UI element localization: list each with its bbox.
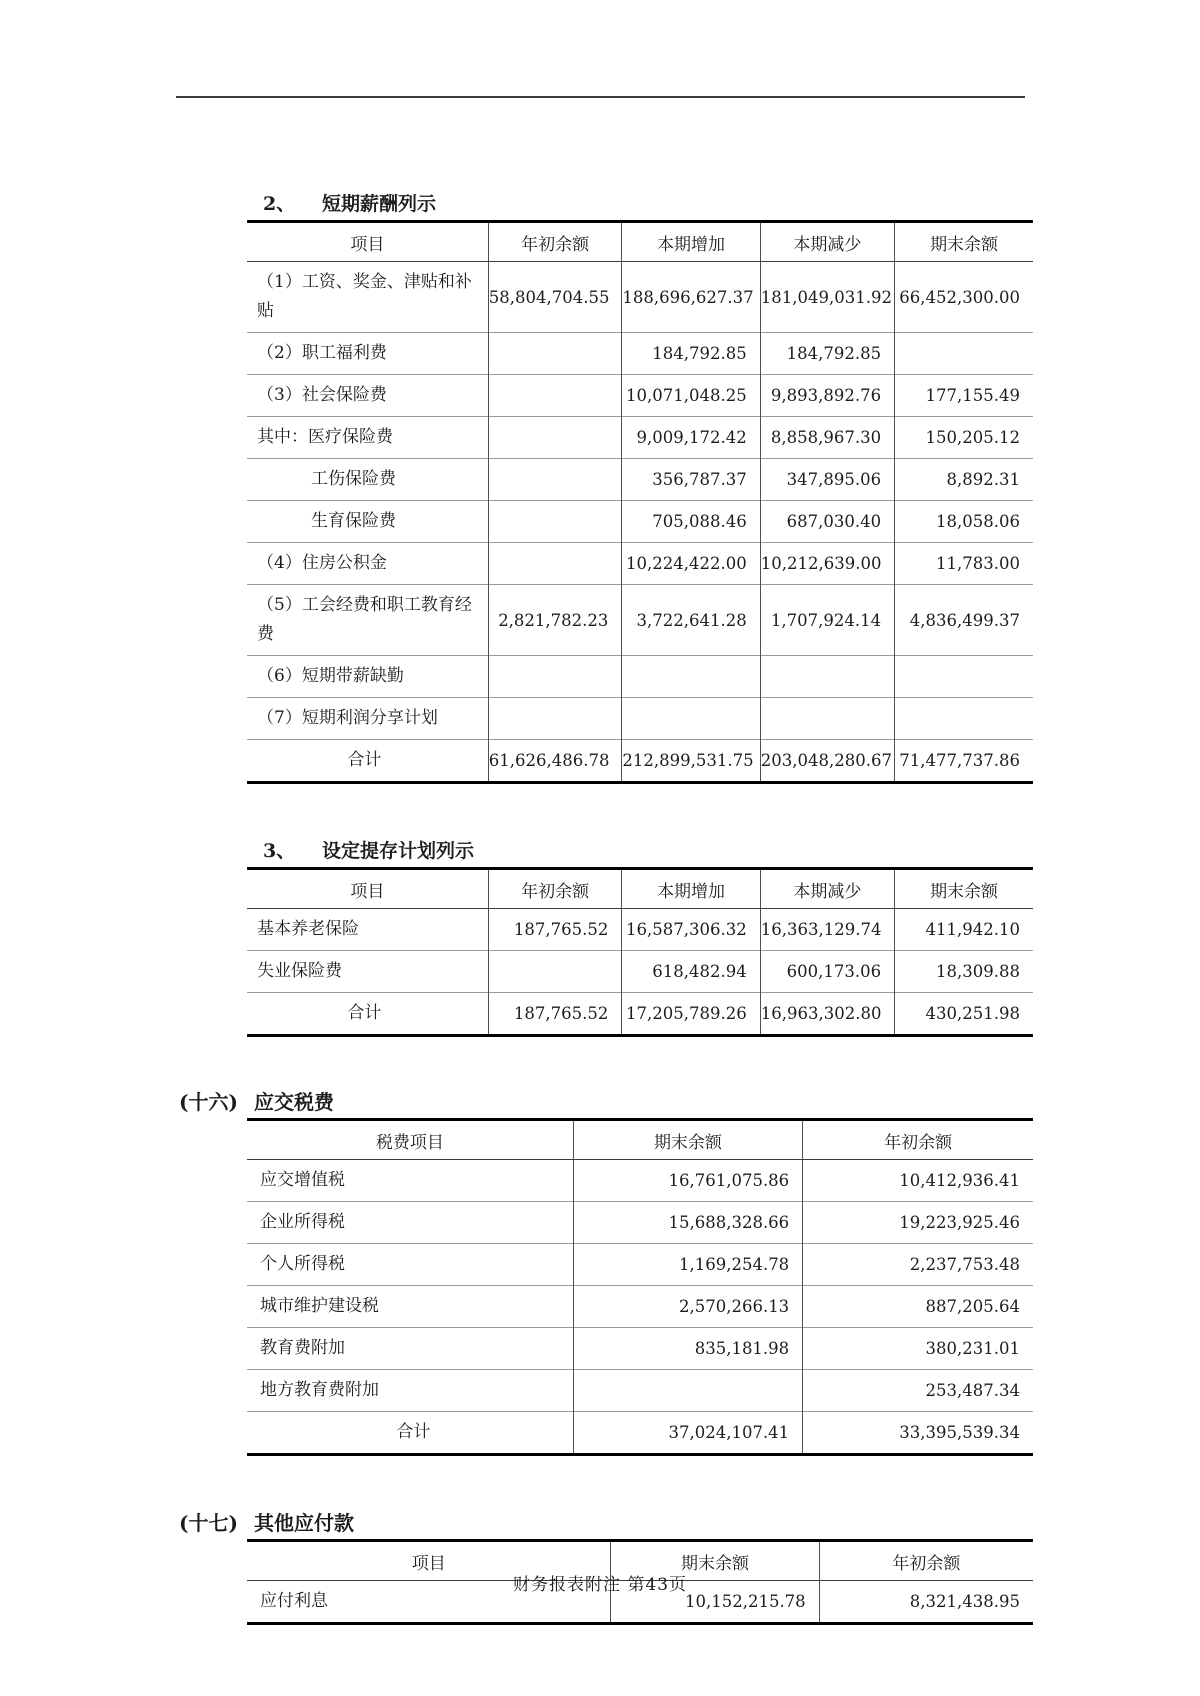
table-row [247, 1202, 1033, 1244]
cell-value: 10,152,215.78 [611, 1581, 819, 1624]
row-label: （1）工资、奖金、津贴和补贴 [257, 272, 472, 321]
cell-value: 8,858,967.30 [760, 417, 894, 459]
cell-value: 687,030.40 [760, 501, 894, 543]
cell-value: 253,487.34 [803, 1370, 1033, 1412]
table-row [247, 585, 1033, 656]
cell-value [895, 656, 1033, 698]
cell-value: 8,892.31 [895, 459, 1033, 501]
section-title [179, 1511, 1033, 1539]
table-row [247, 1286, 1033, 1328]
row-label: 合计 [247, 993, 488, 1036]
cell-value: 10,071,048.25 [622, 375, 760, 417]
row-label: 合计 [247, 740, 488, 783]
cell-value: 835,181.98 [573, 1328, 803, 1370]
cell-value: 184,792.85 [622, 333, 760, 375]
section-short-term-compensation [247, 193, 1033, 784]
cell-value: 1,707,924.14 [760, 585, 894, 656]
cell-value [488, 375, 622, 417]
column-header: 年初余额 [488, 869, 622, 909]
short-term-compensation-table [247, 220, 1033, 784]
section-number: (十七) [179, 1511, 238, 1535]
table-total-row [247, 740, 1033, 783]
cell-value: 212,899,531.75 [622, 740, 760, 783]
cell-value: 2,237,753.48 [803, 1244, 1033, 1286]
cell-value: 19,223,925.46 [803, 1202, 1033, 1244]
cell-value: 4,836,499.37 [895, 585, 1033, 656]
column-header: 项目 [247, 222, 488, 262]
table-row [247, 698, 1033, 740]
table-total-row [247, 993, 1033, 1036]
row-label: 应付利息 [260, 1591, 328, 1611]
cell-value [488, 459, 622, 501]
row-label: （4）住房公积金 [247, 543, 488, 585]
row-label: （2）职工福利费 [247, 333, 488, 375]
cell-value: 2,821,782.23 [488, 585, 622, 656]
cell-value [760, 656, 894, 698]
cell-value: 9,009,172.42 [622, 417, 760, 459]
row-label: 生育保险费 [247, 501, 488, 543]
row-label: （7）短期利润分享计划 [247, 698, 488, 740]
table-header-row [247, 222, 1033, 262]
section-title [179, 1090, 1033, 1118]
cell-value: 58,804,704.55 [488, 262, 622, 333]
cell-value: 16,963,302.80 [760, 993, 894, 1036]
cell-value: 66,452,300.00 [895, 262, 1033, 333]
cell-value: 8,321,438.95 [819, 1581, 1033, 1624]
row-label: 城市维护建设税 [247, 1286, 573, 1328]
table-row [247, 459, 1033, 501]
table-header-row [247, 1120, 1033, 1160]
cell-value: 18,058.06 [895, 501, 1033, 543]
row-label: （6）短期带薪缺勤 [247, 656, 488, 698]
cell-value: 61,626,486.78 [488, 740, 622, 783]
section-defined-contribution-plan [247, 840, 1033, 1037]
cell-value: 11,783.00 [895, 543, 1033, 585]
column-header: 年初余额 [803, 1120, 1033, 1160]
row-label: （3）社会保险费 [247, 375, 488, 417]
table-row [247, 1160, 1033, 1202]
table-total-row [247, 1412, 1033, 1455]
column-header: 期末余额 [611, 1541, 819, 1581]
page-footer: 财务报表附注 第43页 [512, 1575, 688, 1595]
cell-value: 380,231.01 [803, 1328, 1033, 1370]
cell-value: 187,765.52 [488, 993, 622, 1036]
cell-value [622, 656, 760, 698]
cell-value: 356,787.37 [622, 459, 760, 501]
column-header: 期末余额 [895, 869, 1033, 909]
cell-value [895, 333, 1033, 375]
row-label: 基本养老保险 [257, 919, 359, 939]
cell-value: 71,477,737.86 [895, 740, 1033, 783]
cell-value [488, 656, 622, 698]
column-header: 项目 [247, 1541, 611, 1581]
cell-value: 18,309.88 [895, 951, 1033, 993]
cell-value [488, 417, 622, 459]
row-label: 合计 [247, 1412, 573, 1455]
cell-value [895, 698, 1033, 740]
cell-value: 10,224,422.00 [622, 543, 760, 585]
cell-value: 600,173.06 [760, 951, 894, 993]
table-row [247, 375, 1033, 417]
cell-value: 16,587,306.32 [622, 909, 760, 951]
row-label: 教育费附加 [247, 1328, 573, 1370]
cell-value [760, 698, 894, 740]
section-title-text: 其他应付款 [254, 1511, 354, 1535]
cell-value [488, 698, 622, 740]
cell-value: 177,155.49 [895, 375, 1033, 417]
cell-value: 1,169,254.78 [573, 1244, 803, 1286]
cell-value: 3,722,641.28 [622, 585, 760, 656]
cell-value [622, 698, 760, 740]
table-row [247, 951, 1033, 993]
section-title-text: 应交税费 [254, 1090, 334, 1114]
cell-value [488, 501, 622, 543]
cell-value: 16,761,075.86 [573, 1160, 803, 1202]
cell-value: 16,363,129.74 [760, 909, 894, 951]
column-header: 本期减少 [760, 869, 894, 909]
table-row [247, 417, 1033, 459]
row-label: （5）工会经费和职工教育经费 [247, 585, 488, 656]
column-header: 年初余额 [488, 222, 622, 262]
section-title [247, 840, 1033, 867]
column-header: 期末余额 [573, 1120, 803, 1160]
table-row [247, 501, 1033, 543]
cell-value: 33,395,539.34 [803, 1412, 1033, 1455]
column-header: 项目 [247, 869, 488, 909]
section-title-text: 设定提存计划列示 [322, 840, 475, 862]
cell-value: 203,048,280.67 [760, 740, 894, 783]
cell-value: 17,205,789.26 [622, 993, 760, 1036]
row-label: 工伤保险费 [247, 459, 488, 501]
section-title [247, 193, 1033, 220]
cell-value: 705,088.46 [622, 501, 760, 543]
row-label: 应交增值税 [260, 1170, 345, 1190]
table-row [247, 1370, 1033, 1412]
column-header: 本期增加 [622, 222, 760, 262]
defined-contribution-plan-table [247, 867, 1033, 1037]
table-header-row [247, 869, 1033, 909]
table-row [247, 1244, 1033, 1286]
cell-value [573, 1370, 803, 1412]
table-row [247, 1328, 1033, 1370]
table-row [247, 656, 1033, 698]
row-label: 其中：医疗保险费 [247, 417, 488, 459]
table-row [247, 262, 1033, 333]
cell-value: 618,482.94 [622, 951, 760, 993]
row-label: 个人所得税 [247, 1244, 573, 1286]
section-number: 2、 [263, 193, 296, 215]
cell-value [488, 543, 622, 585]
cell-value: 411,942.10 [895, 909, 1033, 951]
cell-value: 10,212,639.00 [760, 543, 894, 585]
column-header: 本期减少 [760, 222, 894, 262]
cell-value: 150,205.12 [895, 417, 1033, 459]
row-label: 企业所得税 [247, 1202, 573, 1244]
section-number: 3、 [263, 840, 296, 862]
section-title-text: 短期薪酬列示 [322, 193, 437, 215]
cell-value: 181,049,031.92 [760, 262, 894, 333]
column-header: 本期增加 [622, 869, 760, 909]
cell-value: 347,895.06 [760, 459, 894, 501]
cell-value [488, 951, 622, 993]
table-row [247, 543, 1033, 585]
cell-value: 188,696,627.37 [622, 262, 760, 333]
table-row [247, 333, 1033, 375]
column-header: 年初余额 [819, 1541, 1033, 1581]
section-number: (十六) [179, 1090, 238, 1114]
cell-value: 430,251.98 [895, 993, 1033, 1036]
row-label: 地方教育费附加 [247, 1370, 573, 1412]
cell-value: 15,688,328.66 [573, 1202, 803, 1244]
page-content [179, 0, 1033, 1625]
column-header: 税费项目 [247, 1120, 573, 1160]
cell-value: 2,570,266.13 [573, 1286, 803, 1328]
row-label: 失业保险费 [247, 951, 488, 993]
cell-value: 9,893,892.76 [760, 375, 894, 417]
cell-value: 887,205.64 [803, 1286, 1033, 1328]
cell-value: 187,765.52 [488, 909, 622, 951]
cell-value [488, 333, 622, 375]
tax-payable-table [247, 1118, 1033, 1456]
section-tax-payable [179, 1090, 1033, 1456]
cell-value: 184,792.85 [760, 333, 894, 375]
column-header: 期末余额 [895, 222, 1033, 262]
cell-value: 10,412,936.41 [803, 1160, 1033, 1202]
section-other-payables [179, 1511, 1033, 1625]
cell-value: 37,024,107.41 [573, 1412, 803, 1455]
table-row [247, 909, 1033, 951]
